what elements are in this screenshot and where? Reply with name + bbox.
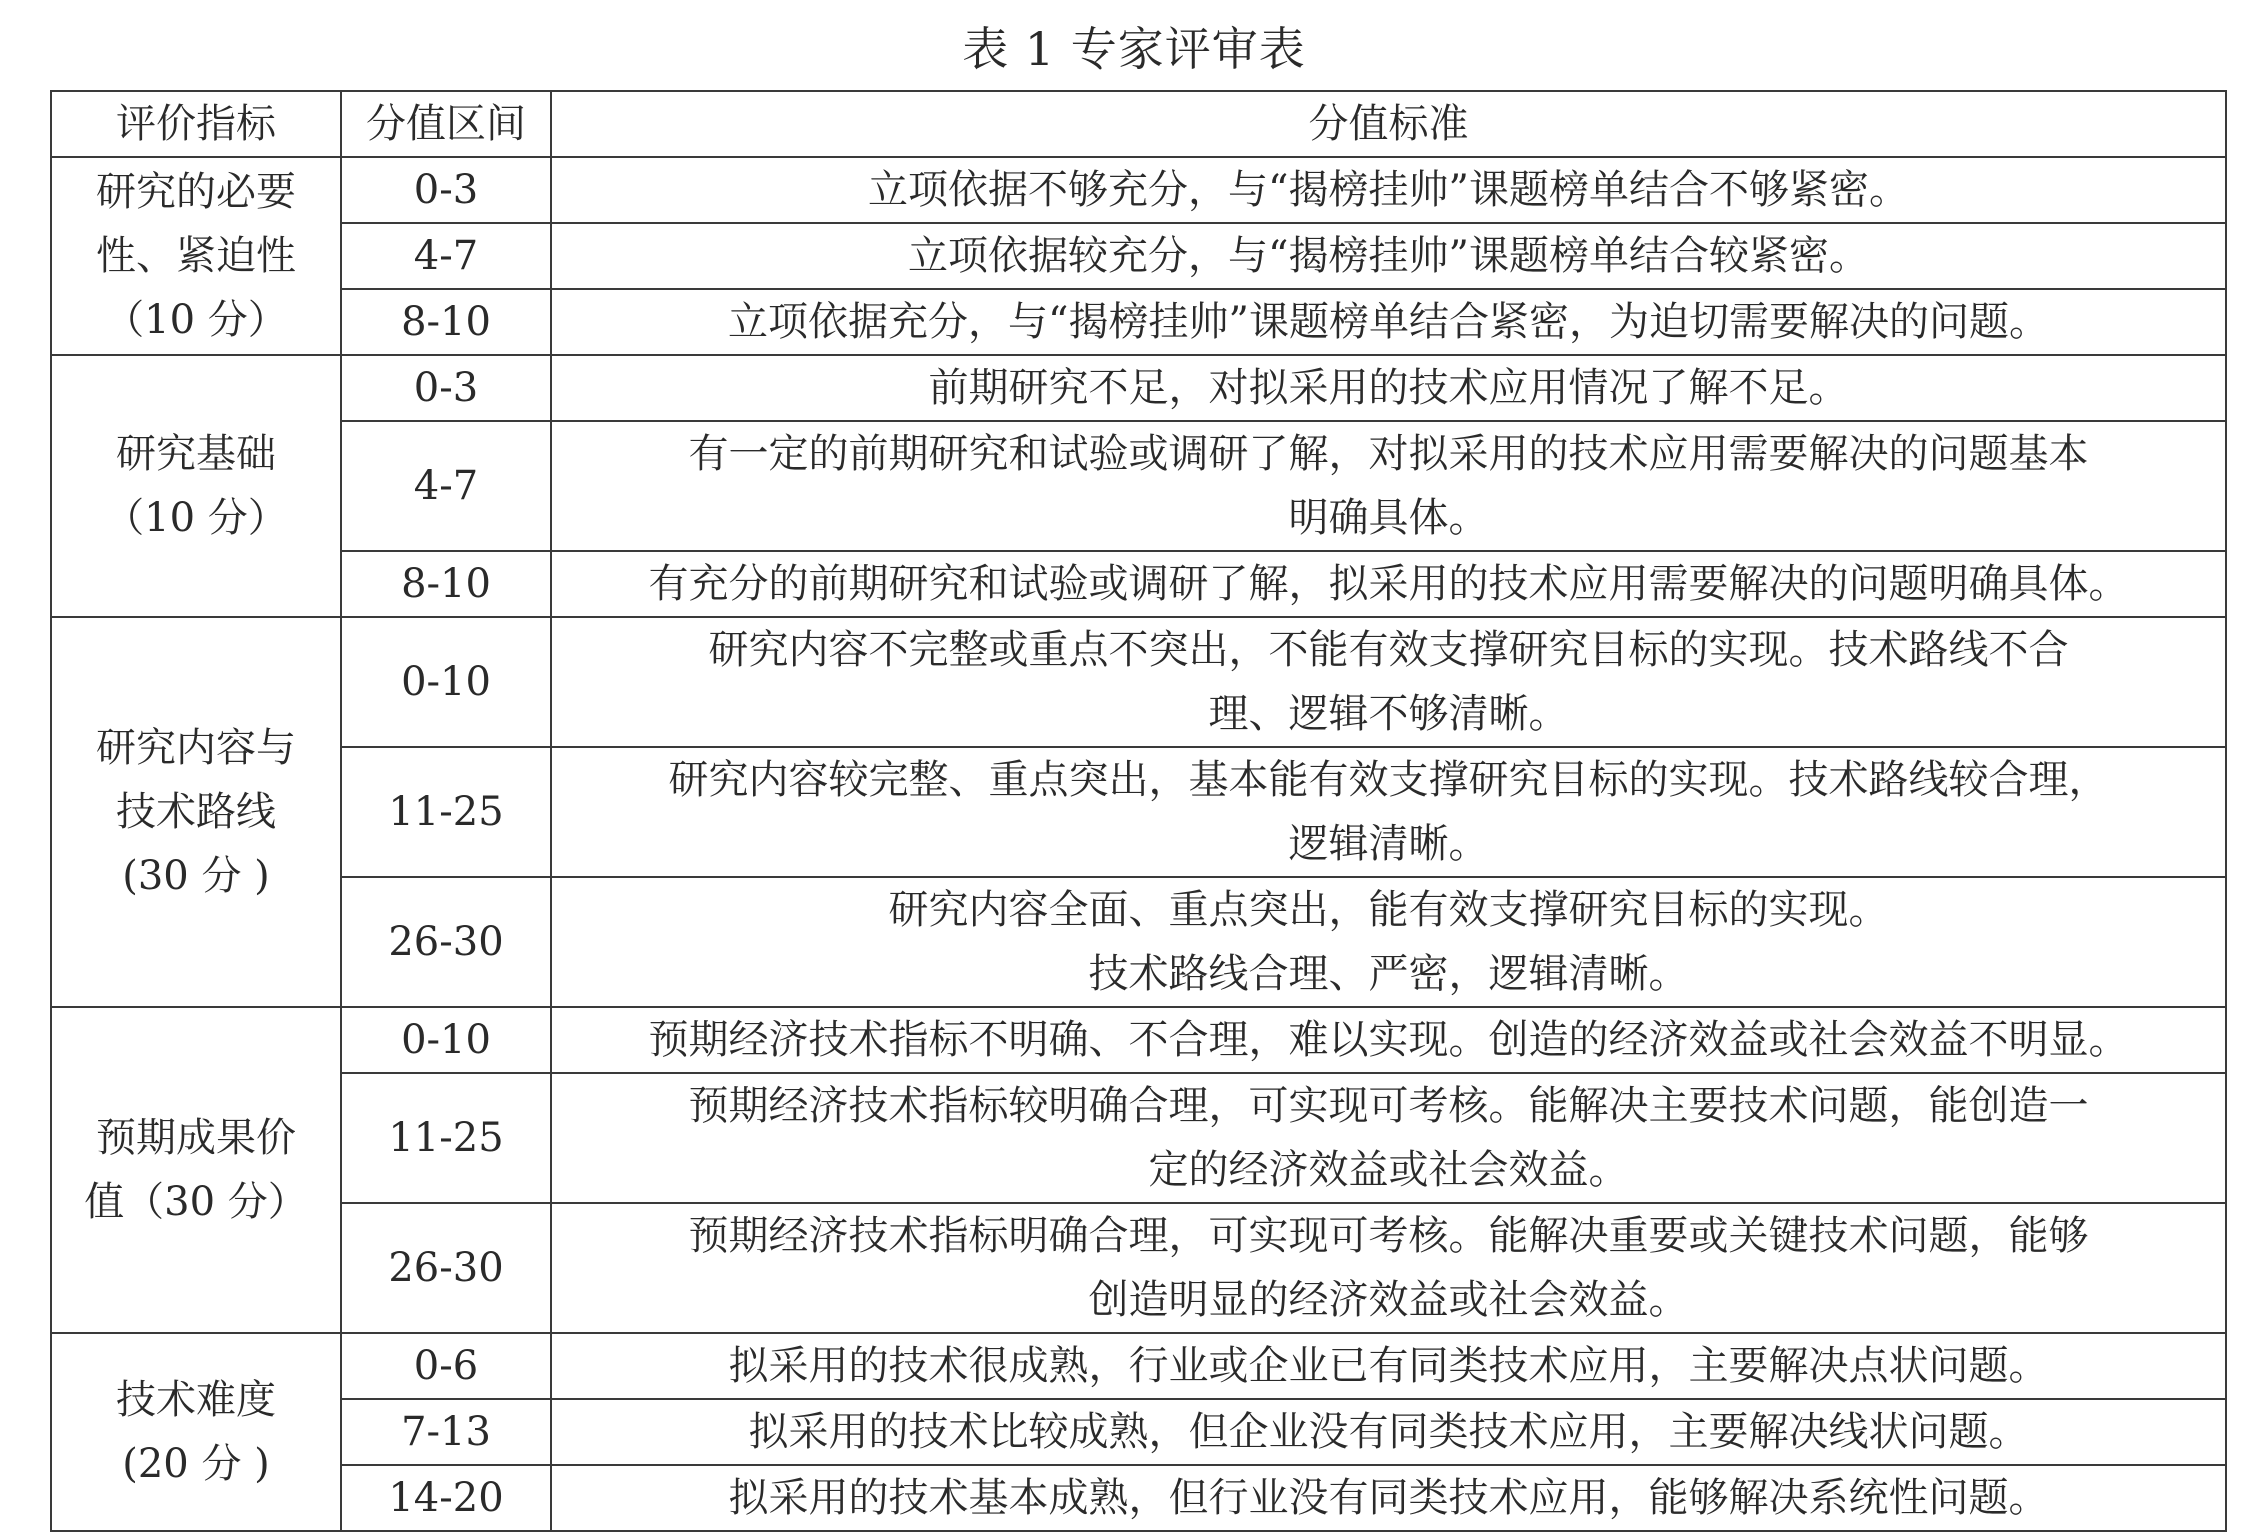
header-score-range: 分值区间: [341, 91, 551, 157]
standard-cell: [551, 1333, 2226, 1399]
table-row: [51, 289, 2226, 355]
standard-line: 研究内容较完整、重点突出，基本能有效支撑研究目标的实现。技术路线较合理，: [668, 757, 2109, 803]
standard-cell: [551, 1465, 2226, 1531]
standard-line: 立项依据不够充分，与“揭榜挂帅”课题榜单结合不够紧密。: [868, 167, 1909, 213]
table-row: [51, 223, 2226, 289]
standard-line: 技术路线合理、严密，逻辑清晰。: [1088, 951, 1689, 997]
score-range-cell: 26-30: [341, 1203, 551, 1333]
standard-line: 逻辑清晰。: [1288, 821, 1489, 867]
standard-line: 理、逻辑不够清晰。: [1208, 691, 1569, 737]
table-row: [51, 551, 2226, 617]
header-row: [51, 91, 2226, 157]
table-row: [51, 1203, 2226, 1333]
indicator-line: 技术难度: [116, 1377, 276, 1423]
table-row: [51, 617, 2226, 747]
score-range-cell: 0-10: [341, 1007, 551, 1073]
standard-cell: [551, 1203, 2226, 1333]
standard-cell: [551, 223, 2226, 289]
indicator-line: (30 分 ): [122, 853, 270, 899]
table-row: [51, 747, 2226, 877]
indicator-line: 性、紧迫性: [96, 233, 296, 279]
standard-line: 拟采用的技术很成熟，行业或企业已有同类技术应用，主要解决点状问题。: [728, 1343, 2049, 1389]
table-row: [51, 1007, 2226, 1073]
score-range-cell: 8-10: [341, 289, 551, 355]
standard-line: 预期经济技术指标明确合理，可实现可考核。能解决重要或关键技术问题，能够: [688, 1213, 2089, 1259]
standard-line: 拟采用的技术基本成熟，但行业没有同类技术应用，能够解决系统性问题。: [728, 1475, 2049, 1521]
header-standard: 分值标准: [551, 91, 2226, 157]
indicator-cell: [51, 1007, 341, 1333]
header-indicator: 评价指标: [51, 91, 341, 157]
score-range-cell: 14-20: [341, 1465, 551, 1531]
indicator-line: （10 分）: [104, 495, 288, 541]
standard-line: 研究内容不完整或重点不突出，不能有效支撑研究目标的实现。技术路线不合: [708, 627, 2069, 673]
standard-line: 前期研究不足，对拟采用的技术应用情况了解不足。: [928, 365, 1849, 411]
standard-cell: [551, 1007, 2226, 1073]
standard-line: 拟采用的技术比较成熟，但企业没有同类技术应用，主要解决线状问题。: [748, 1409, 2029, 1455]
score-range-cell: 0-10: [341, 617, 551, 747]
table-row: [51, 421, 2226, 551]
standard-cell: [551, 421, 2226, 551]
standard-line: 明确具体。: [1288, 495, 1489, 541]
table-caption: 表 1 专家评审表: [962, 22, 1306, 76]
table-row: [51, 877, 2226, 1007]
indicator-line: 研究内容与: [96, 725, 296, 771]
table-row: [51, 1399, 2226, 1465]
indicator-line: 预期成果价: [96, 1115, 296, 1161]
table-row: [51, 1333, 2226, 1399]
standard-line: 立项依据较充分，与“揭榜挂帅”课题榜单结合较紧密。: [908, 233, 1869, 279]
table-row: [51, 355, 2226, 421]
standard-line: 预期经济技术指标较明确合理，可实现可考核。能解决主要技术问题，能创造一: [688, 1083, 2089, 1129]
table-row: [51, 157, 2226, 223]
score-range-cell: 11-25: [341, 1073, 551, 1203]
score-range-cell: 0-6: [341, 1333, 551, 1399]
standard-cell: [551, 1399, 2226, 1465]
indicator-line: 研究的必要: [96, 169, 296, 215]
standard-cell: [551, 877, 2226, 1007]
standard-line: 定的经济效益或社会效益。: [1148, 1147, 1629, 1193]
indicator-cell: [51, 1333, 341, 1531]
standard-line: 预期经济技术指标不明确、不合理，难以实现。创造的经济效益或社会效益不明显。: [648, 1017, 2129, 1063]
standard-cell: [551, 157, 2226, 223]
standard-line: 创造明显的经济效益或社会效益。: [1088, 1277, 1689, 1323]
indicator-line: 技术路线: [116, 789, 276, 835]
indicator-line: 值（30 分）: [84, 1179, 308, 1225]
standard-cell: [551, 617, 2226, 747]
score-range-cell: 4-7: [341, 421, 551, 551]
standard-cell: [551, 551, 2226, 617]
score-range-cell: 7-13: [341, 1399, 551, 1465]
indicator-cell: [51, 617, 341, 1007]
standard-cell: [551, 289, 2226, 355]
indicator-line: (20 分 ): [122, 1441, 270, 1487]
indicator-line: 研究基础: [116, 431, 276, 477]
indicator-cell: [51, 157, 341, 355]
standard-line: 有充分的前期研究和试验或调研了解，拟采用的技术应用需要解决的问题明确具体。: [648, 561, 2129, 607]
table-row: [51, 1465, 2226, 1531]
indicator-line: （10 分）: [104, 297, 288, 343]
table-row: [51, 1073, 2226, 1203]
score-range-cell: 4-7: [341, 223, 551, 289]
score-range-cell: 0-3: [341, 355, 551, 421]
score-range-cell: 26-30: [341, 877, 551, 1007]
standard-line: 立项依据充分，与“揭榜挂帅”课题榜单结合紧密，为迫切需要解决的问题。: [728, 299, 2049, 345]
standard-line: 研究内容全面、重点突出，能有效支撑研究目标的实现。: [888, 887, 1889, 933]
standard-cell: [551, 355, 2226, 421]
score-range-cell: 0-3: [341, 157, 551, 223]
score-range-cell: 11-25: [341, 747, 551, 877]
score-range-cell: 8-10: [341, 551, 551, 617]
standard-cell: [551, 747, 2226, 877]
expert-review-table: [50, 90, 2227, 1532]
indicator-cell: [51, 355, 341, 617]
standard-line: 有一定的前期研究和试验或调研了解，对拟采用的技术应用需要解决的问题基本: [688, 431, 2089, 477]
standard-cell: [551, 1073, 2226, 1203]
